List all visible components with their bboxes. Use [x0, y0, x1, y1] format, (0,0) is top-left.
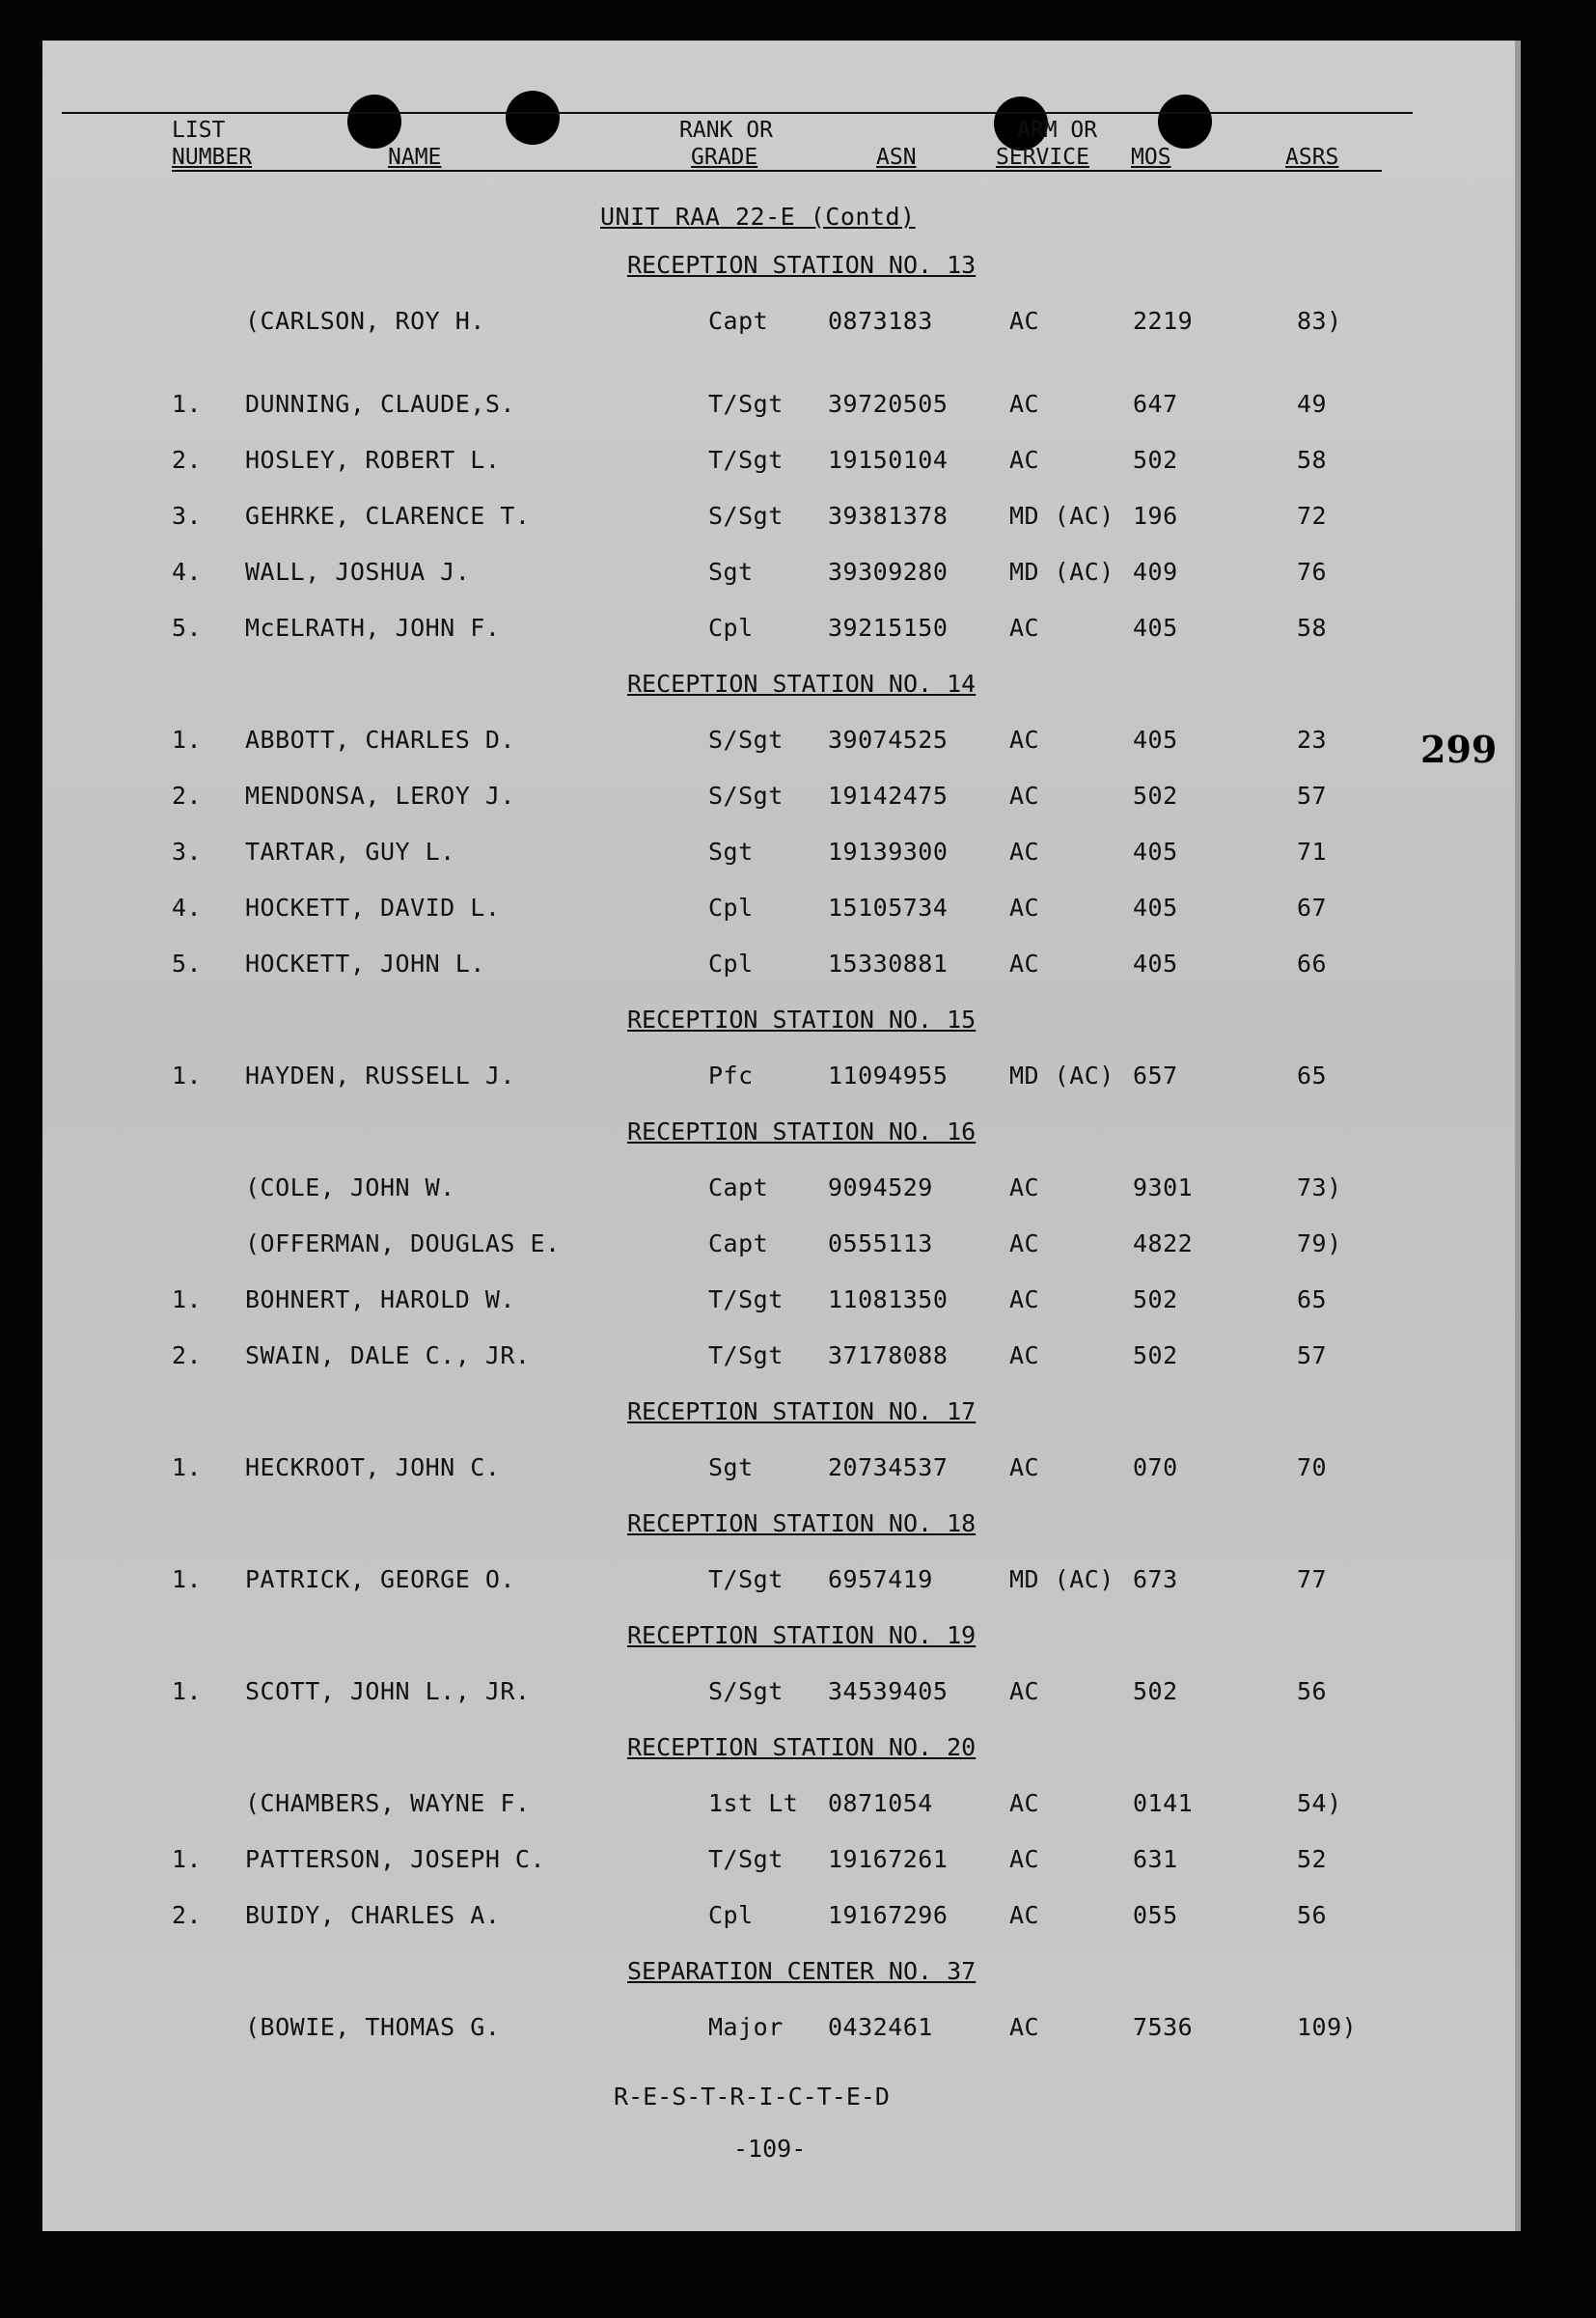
roster-num-cell: 1.	[172, 1677, 203, 1705]
roster-mos-cell: 673	[1133, 1565, 1178, 1593]
punch-hole	[347, 95, 401, 149]
roster-asn-cell: 11094955	[828, 1062, 949, 1090]
roster-rank-cell: Cpl	[708, 894, 754, 922]
station-heading: RECEPTION STATION NO. 17	[627, 1397, 977, 1425]
header-name-label: NAME	[388, 145, 442, 170]
roster-service-cell: MD (AC)	[1009, 1062, 1114, 1090]
roster-name-cell: (COLE, JOHN W.	[245, 1173, 455, 1201]
roster-service-cell: AC	[1009, 1845, 1040, 1873]
roster-num-cell: 1.	[172, 1062, 203, 1090]
roster-mos-cell: 405	[1133, 838, 1178, 866]
roster-num-cell: 2.	[172, 782, 203, 810]
roster-asrs-cell: 65	[1297, 1062, 1328, 1090]
roster-mos-cell: 196	[1133, 502, 1178, 530]
roster-name-cell: PATRICK, GEORGE O.	[245, 1565, 515, 1593]
roster-mos-cell: 405	[1133, 726, 1178, 754]
roster-name-cell: (BOWIE, THOMAS G.	[245, 2013, 501, 2041]
roster-name-cell: MENDONSA, LEROY J.	[245, 782, 515, 810]
roster-asn-cell: 39720505	[828, 390, 949, 418]
punch-hole	[506, 91, 560, 145]
roster-mos-cell: 502	[1133, 1285, 1178, 1313]
roster-rank-cell: T/Sgt	[708, 1845, 784, 1873]
roster-num-cell: 1.	[172, 1565, 203, 1593]
station-heading: RECEPTION STATION NO. 19	[627, 1621, 977, 1649]
header-number-label: NUMBER	[172, 145, 253, 170]
roster-name-cell: HOCKETT, JOHN L.	[245, 950, 485, 978]
roster-name-cell: BUIDY, CHARLES A.	[245, 1901, 501, 1929]
roster-service-cell: AC	[1009, 307, 1040, 335]
roster-rank-cell: Major	[708, 2013, 784, 2041]
header-bottom-rule	[172, 170, 1382, 172]
roster-rank-cell: T/Sgt	[708, 1565, 784, 1593]
roster-rank-cell: S/Sgt	[708, 502, 784, 530]
roster-rank-cell: Capt	[708, 1173, 769, 1201]
roster-mos-cell: 7536	[1133, 2013, 1194, 2041]
roster-asn-cell: 6957419	[828, 1565, 933, 1593]
roster-asrs-cell: 58	[1297, 446, 1328, 474]
roster-rank-cell: T/Sgt	[708, 1285, 784, 1313]
roster-asrs-cell: 57	[1297, 1341, 1328, 1369]
roster-asrs-cell: 54)	[1297, 1789, 1342, 1817]
page-stamp: 299	[1420, 728, 1498, 771]
roster-service-cell: AC	[1009, 726, 1040, 754]
station-heading: SEPARATION CENTER NO. 37	[627, 1957, 977, 1985]
roster-asn-cell: 0871054	[828, 1789, 933, 1817]
roster-num-cell: 1.	[172, 1453, 203, 1481]
roster-mos-cell: 502	[1133, 782, 1178, 810]
roster-name-cell: SCOTT, JOHN L., JR.	[245, 1677, 531, 1705]
roster-num-cell: 3.	[172, 838, 203, 866]
header-list-label: LIST	[172, 118, 226, 143]
roster-asrs-cell: 56	[1297, 1901, 1328, 1929]
roster-mos-cell: 409	[1133, 558, 1178, 586]
roster-service-cell: AC	[1009, 1285, 1040, 1313]
header-rank-label: RANK OR	[679, 118, 773, 143]
roster-num-cell: 2.	[172, 1341, 203, 1369]
roster-asn-cell: 34539405	[828, 1677, 949, 1705]
roster-service-cell: AC	[1009, 390, 1040, 418]
roster-service-cell: AC	[1009, 2013, 1040, 2041]
document-page	[42, 41, 1521, 2231]
header-grade-label: GRADE	[691, 145, 758, 170]
roster-name-cell: HOCKETT, DAVID L.	[245, 894, 501, 922]
roster-asn-cell: 15105734	[828, 894, 949, 922]
roster-asn-cell: 0873183	[828, 307, 933, 335]
roster-rank-cell: Capt	[708, 1229, 769, 1257]
roster-asrs-cell: 49	[1297, 390, 1328, 418]
roster-rank-cell: Cpl	[708, 614, 754, 642]
roster-asn-cell: 20734537	[828, 1453, 949, 1481]
station-heading: RECEPTION STATION NO. 14	[627, 670, 977, 698]
roster-mos-cell: 405	[1133, 894, 1178, 922]
roster-asrs-cell: 67	[1297, 894, 1328, 922]
roster-mos-cell: 2219	[1133, 307, 1194, 335]
roster-name-cell: HOSLEY, ROBERT L.	[245, 446, 501, 474]
roster-rank-cell: Cpl	[708, 950, 754, 978]
roster-name-cell: TARTAR, GUY L.	[245, 838, 455, 866]
roster-asn-cell: 37178088	[828, 1341, 949, 1369]
roster-name-cell: BOHNERT, HAROLD W.	[245, 1285, 515, 1313]
roster-asrs-cell: 109)	[1297, 2013, 1358, 2041]
roster-num-cell: 4.	[172, 558, 203, 586]
roster-num-cell: 1.	[172, 1285, 203, 1313]
roster-rank-cell: S/Sgt	[708, 782, 784, 810]
header-top-rule	[62, 112, 1413, 114]
roster-rank-cell: S/Sgt	[708, 1677, 784, 1705]
roster-num-cell: 2.	[172, 1901, 203, 1929]
roster-asn-cell: 39215150	[828, 614, 949, 642]
roster-service-cell: AC	[1009, 838, 1040, 866]
roster-name-cell: HECKROOT, JOHN C.	[245, 1453, 501, 1481]
header-service-label: SERVICE	[996, 145, 1089, 170]
roster-service-cell: MD (AC)	[1009, 502, 1114, 530]
roster-asn-cell: 39381378	[828, 502, 949, 530]
roster-num-cell: 2.	[172, 446, 203, 474]
roster-mos-cell: 657	[1133, 1062, 1178, 1090]
roster-rank-cell: S/Sgt	[708, 726, 784, 754]
roster-num-cell: 3.	[172, 502, 203, 530]
roster-service-cell: AC	[1009, 614, 1040, 642]
roster-rank-cell: Sgt	[708, 838, 754, 866]
roster-mos-cell: 502	[1133, 1677, 1178, 1705]
roster-num-cell: 5.	[172, 614, 203, 642]
restricted-marking: R-E-S-T-R-I-C-T-E-D	[614, 2083, 890, 2111]
roster-asrs-cell: 65	[1297, 1285, 1328, 1313]
roster-service-cell: AC	[1009, 1341, 1040, 1369]
roster-service-cell: MD (AC)	[1009, 558, 1114, 586]
roster-name-cell: (CHAMBERS, WAYNE F.	[245, 1789, 531, 1817]
roster-service-cell: AC	[1009, 894, 1040, 922]
roster-asrs-cell: 77	[1297, 1565, 1328, 1593]
roster-asn-cell: 19139300	[828, 838, 949, 866]
roster-mos-cell: 4822	[1133, 1229, 1194, 1257]
header-asrs-label: ASRS	[1285, 145, 1339, 170]
roster-asrs-cell: 57	[1297, 782, 1328, 810]
roster-asn-cell: 19167261	[828, 1845, 949, 1873]
roster-rank-cell: 1st Lt	[708, 1789, 799, 1817]
roster-asrs-cell: 71	[1297, 838, 1328, 866]
roster-asn-cell: 39309280	[828, 558, 949, 586]
roster-service-cell: AC	[1009, 1901, 1040, 1929]
roster-name-cell: HAYDEN, RUSSELL J.	[245, 1062, 515, 1090]
roster-name-cell: SWAIN, DALE C., JR.	[245, 1341, 531, 1369]
roster-num-cell: 4.	[172, 894, 203, 922]
station-heading: RECEPTION STATION NO. 20	[627, 1733, 977, 1761]
roster-asn-cell: 0555113	[828, 1229, 933, 1257]
roster-asn-cell: 19150104	[828, 446, 949, 474]
roster-rank-cell: Capt	[708, 307, 769, 335]
roster-asn-cell: 9094529	[828, 1173, 933, 1201]
roster-asrs-cell: 66	[1297, 950, 1328, 978]
roster-service-cell: AC	[1009, 1789, 1040, 1817]
roster-mos-cell: 502	[1133, 1341, 1178, 1369]
roster-service-cell: AC	[1009, 1173, 1040, 1201]
roster-name-cell: GEHRKE, CLARENCE T.	[245, 502, 531, 530]
roster-mos-cell: 502	[1133, 446, 1178, 474]
station-heading: RECEPTION STATION NO. 13	[627, 251, 977, 279]
roster-service-cell: AC	[1009, 446, 1040, 474]
roster-asrs-cell: 73)	[1297, 1173, 1342, 1201]
roster-asrs-cell: 83)	[1297, 307, 1342, 335]
unit-title: UNIT RAA 22-E (Contd)	[600, 203, 916, 231]
roster-asn-cell: 11081350	[828, 1285, 949, 1313]
roster-name-cell: (CARLSON, ROY H.	[245, 307, 485, 335]
roster-num-cell: 1.	[172, 390, 203, 418]
roster-asrs-cell: 56	[1297, 1677, 1328, 1705]
roster-rank-cell: T/Sgt	[708, 446, 784, 474]
roster-service-cell: AC	[1009, 782, 1040, 810]
page-number: -109-	[733, 2135, 807, 2163]
roster-service-cell: AC	[1009, 1229, 1040, 1257]
roster-rank-cell: Sgt	[708, 1453, 754, 1481]
header-asn-label: ASN	[876, 145, 917, 170]
punch-hole	[1158, 95, 1212, 149]
roster-asn-cell: 39074525	[828, 726, 949, 754]
roster-num-cell: 5.	[172, 950, 203, 978]
roster-name-cell: DUNNING, CLAUDE,S.	[245, 390, 515, 418]
roster-service-cell: AC	[1009, 1677, 1040, 1705]
roster-rank-cell: Pfc	[708, 1062, 754, 1090]
roster-mos-cell: 070	[1133, 1453, 1178, 1481]
roster-name-cell: (OFFERMAN, DOUGLAS E.	[245, 1229, 561, 1257]
roster-service-cell: AC	[1009, 950, 1040, 978]
roster-rank-cell: Cpl	[708, 1901, 754, 1929]
roster-asn-cell: 19142475	[828, 782, 949, 810]
roster-service-cell: MD (AC)	[1009, 1565, 1114, 1593]
roster-num-cell: 1.	[172, 726, 203, 754]
roster-asn-cell: 15330881	[828, 950, 949, 978]
roster-mos-cell: 405	[1133, 950, 1178, 978]
header-mos-label: MOS	[1131, 145, 1171, 170]
station-heading: RECEPTION STATION NO. 15	[627, 1006, 977, 1034]
roster-asrs-cell: 23	[1297, 726, 1328, 754]
roster-mos-cell: 631	[1133, 1845, 1178, 1873]
roster-mos-cell: 055	[1133, 1901, 1178, 1929]
roster-rank-cell: T/Sgt	[708, 390, 784, 418]
roster-service-cell: AC	[1009, 1453, 1040, 1481]
roster-asrs-cell: 70	[1297, 1453, 1328, 1481]
roster-name-cell: WALL, JOSHUA J.	[245, 558, 471, 586]
roster-name-cell: ABBOTT, CHARLES D.	[245, 726, 515, 754]
roster-asn-cell: 0432461	[828, 2013, 933, 2041]
roster-name-cell: McELRATH, JOHN F.	[245, 614, 501, 642]
station-heading: RECEPTION STATION NO. 18	[627, 1509, 977, 1537]
roster-asrs-cell: 79)	[1297, 1229, 1342, 1257]
station-heading: RECEPTION STATION NO. 16	[627, 1118, 977, 1145]
roster-asrs-cell: 72	[1297, 502, 1328, 530]
roster-mos-cell: 647	[1133, 390, 1178, 418]
roster-asn-cell: 19167296	[828, 1901, 949, 1929]
roster-rank-cell: Sgt	[708, 558, 754, 586]
roster-asrs-cell: 76	[1297, 558, 1328, 586]
roster-mos-cell: 9301	[1133, 1173, 1194, 1201]
roster-asrs-cell: 58	[1297, 614, 1328, 642]
roster-rank-cell: T/Sgt	[708, 1341, 784, 1369]
roster-mos-cell: 0141	[1133, 1789, 1194, 1817]
roster-mos-cell: 405	[1133, 614, 1178, 642]
header-arm-label: ARM OR	[1017, 118, 1098, 143]
roster-name-cell: PATTERSON, JOSEPH C.	[245, 1845, 546, 1873]
roster-asrs-cell: 52	[1297, 1845, 1328, 1873]
roster-num-cell: 1.	[172, 1845, 203, 1873]
